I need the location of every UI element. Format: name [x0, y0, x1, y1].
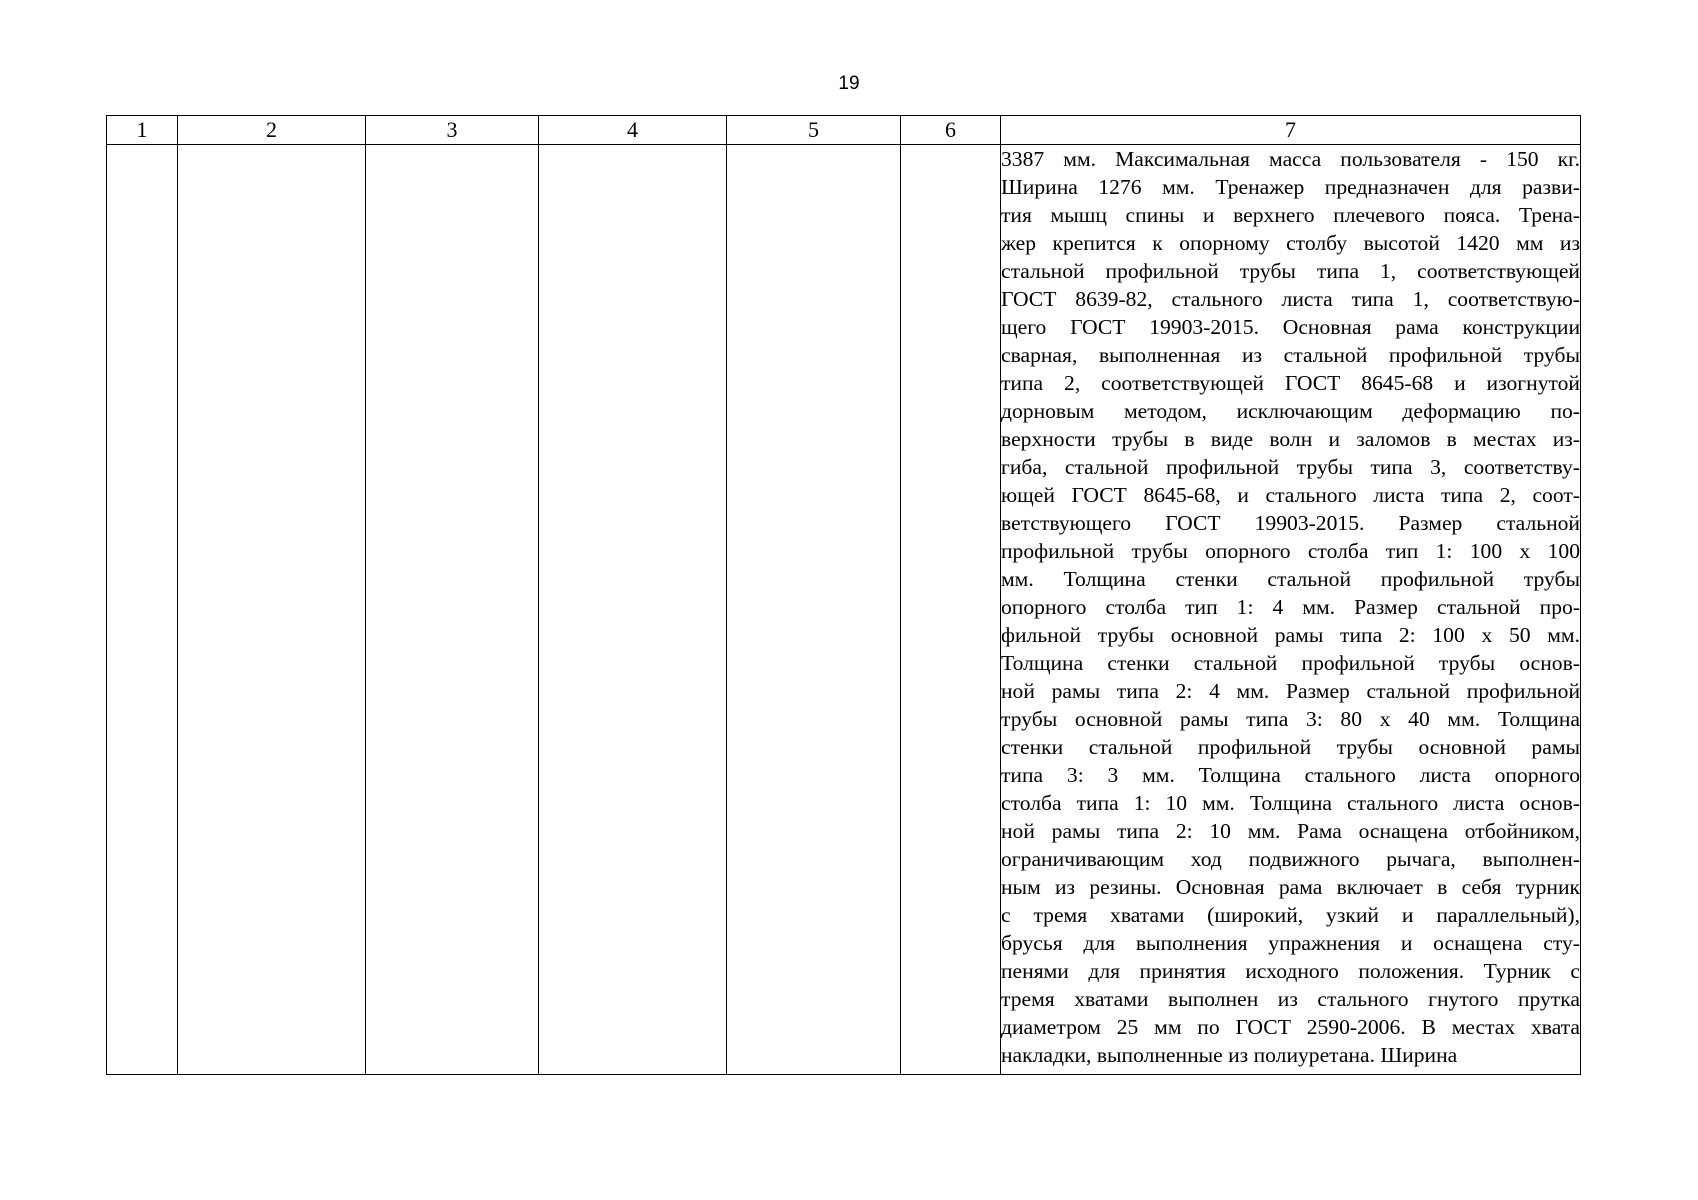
description-line: Толщина стенки стальной профильной трубы основ-	[1001, 651, 1580, 675]
table-cell-col-1	[107, 145, 178, 1075]
specification-table	[106, 115, 1581, 1075]
description-line: профильной трубы опорного столба тип 1: 100 х 100	[1001, 539, 1580, 563]
description-line: ющей ГОСТ 8645-68, и стального листа типа 2, соот-	[1001, 483, 1580, 507]
table-header-row	[107, 116, 1581, 145]
description-line: щего ГОСТ 19903-2015. Основная рама конструкции	[1001, 315, 1580, 339]
column-header-5: 5	[727, 116, 901, 145]
description-line: ветствующего ГОСТ 19903-2015. Размер стальной	[1001, 511, 1580, 535]
description-line: типа 3: 3 мм. Толщина стального листа опорного	[1001, 763, 1580, 787]
description-line: стальной профильной трубы типа 1, соответствующей	[1001, 259, 1580, 283]
table-row	[107, 145, 1581, 1075]
description-line: дорновым методом, исключающим деформацию по-	[1001, 399, 1580, 423]
page-number: 19	[838, 73, 860, 94]
column-header-1: 1	[107, 116, 178, 145]
description-line: накладки, выполненные из полиуретана. Ширина	[1001, 1043, 1458, 1067]
description-line: жер крепится к опорному столбу высотой 1420 мм из	[1001, 231, 1580, 255]
description-line: ным из резины. Основная рама включает в себя турник	[1001, 875, 1580, 899]
description-line: столба типа 1: 10 мм. Толщина стального листа основ-	[1001, 791, 1580, 815]
column-header-4: 4	[539, 116, 727, 145]
description-line: с тремя хватами (широкий, узкий и параллельный),	[1001, 903, 1580, 927]
description-line: гиба, стальной профильной трубы типа 3, соответству-	[1001, 455, 1580, 479]
description-line: ной рамы типа 2: 4 мм. Размер стальной профильной	[1001, 679, 1580, 703]
description-cell	[1001, 145, 1581, 1075]
description-line: стенки стальной профильной трубы основной рамы	[1001, 735, 1580, 759]
description-line: Ширина 1276 мм. Тренажер предназначен для разви-	[1001, 175, 1580, 199]
table-cell-col-4	[539, 145, 727, 1075]
description-line: трубы основной рамы типа 3: 80 х 40 мм. Толщина	[1001, 707, 1580, 731]
description-line: опорного столба тип 1: 4 мм. Размер стальной про-	[1001, 595, 1580, 619]
description-line: пенями для принятия исходного положения. Турник с	[1001, 959, 1580, 983]
description-line: мм. Толщина стенки стальной профильной трубы	[1001, 567, 1580, 591]
table-cell-col-2	[178, 145, 366, 1075]
description-line: ной рамы типа 2: 10 мм. Рама оснащена отбойником,	[1001, 819, 1580, 843]
description-line: ограничивающим ход подвижного рычага, выполнен-	[1001, 847, 1580, 871]
description-line: 3387 мм. Максимальная масса пользователя - 150 кг.	[1001, 147, 1580, 171]
description-line: диаметром 25 мм по ГОСТ 2590-2006. В местах хвата	[1001, 1015, 1580, 1039]
description-line: сварная, выполненная из стальной профильной трубы	[1001, 343, 1580, 367]
description-line: типа 2, соответствующей ГОСТ 8645-68 и изогнутой	[1001, 371, 1580, 395]
column-header-3: 3	[366, 116, 539, 145]
column-header-6: 6	[901, 116, 1001, 145]
table-cell-col-6	[901, 145, 1001, 1075]
description-line: тия мышц спины и верхнего плечевого пояса. Трена-	[1001, 203, 1580, 227]
description-line: верхности трубы в виде волн и заломов в местах из-	[1001, 427, 1580, 451]
description-line: ГОСТ 8639-82, стального листа типа 1, соответствую-	[1001, 287, 1580, 311]
description-line: тремя хватами выполнен из стального гнутого прутка	[1001, 987, 1580, 1011]
column-header-7: 7	[1001, 116, 1581, 145]
column-header-2: 2	[178, 116, 366, 145]
table-cell-col-5	[727, 145, 901, 1075]
table-cell-col-3	[366, 145, 539, 1075]
description-line: фильной трубы основной рамы типа 2: 100 х 50 мм.	[1001, 623, 1580, 647]
description-line: брусья для выполнения упражнения и оснащена сту-	[1001, 931, 1580, 955]
